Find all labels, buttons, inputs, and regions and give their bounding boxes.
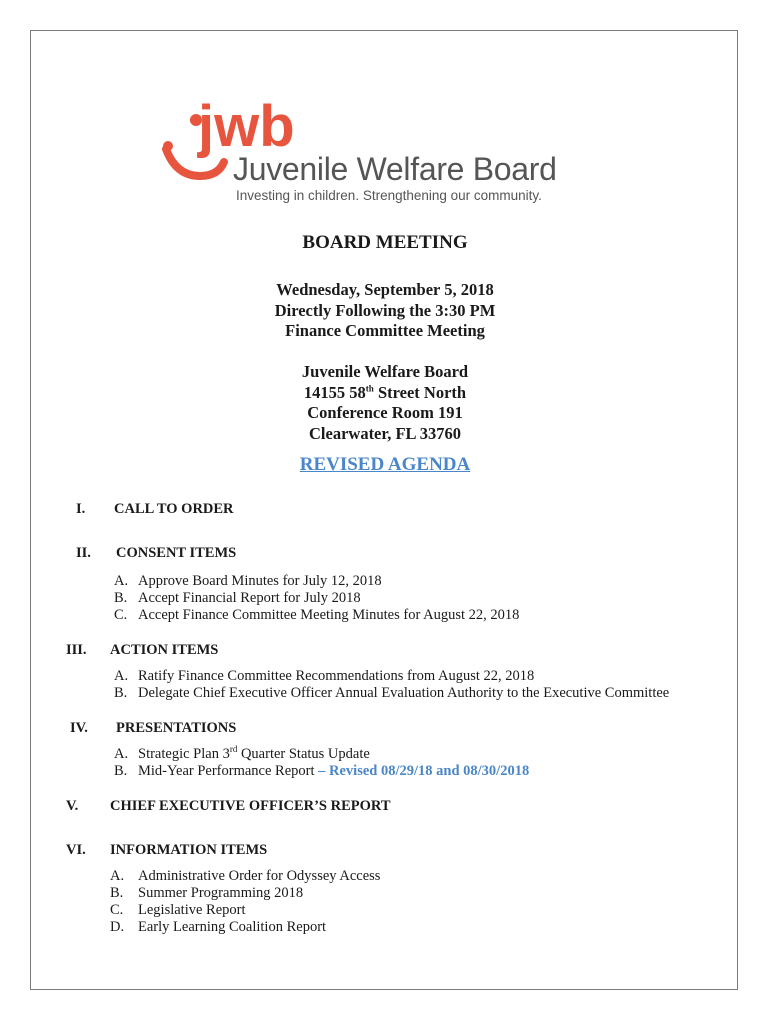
meeting-date: Wednesday, September 5, 2018	[276, 280, 494, 299]
section-number: I.	[76, 501, 86, 517]
meeting-timing-line1: Directly Following the 3:30 PM	[274, 300, 496, 320]
meeting-location	[0, 362, 770, 444]
section-number: VI.	[66, 842, 86, 858]
location-city: Clearwater, FL 33760	[309, 423, 461, 443]
jwb-logo	[160, 94, 580, 214]
section-number: IV.	[70, 720, 88, 736]
section-heading: CHIEF EXECUTIVE OFFICER’S REPORT	[110, 798, 391, 814]
section-heading: CALL TO ORDER	[114, 501, 234, 517]
logo-organization-name: Juvenile Welfare Board	[233, 151, 557, 187]
meeting-info	[0, 280, 770, 342]
revised-note: – Revised 08/29/18 and 08/30/2018	[318, 763, 530, 779]
location-room: Conference Room 191	[307, 403, 463, 422]
section-number: III.	[66, 642, 87, 658]
section-heading: ACTION ITEMS	[110, 642, 219, 658]
document-title: BOARD MEETING	[302, 232, 468, 253]
logo-tagline: Investing in children. Strengthening our community.	[236, 188, 542, 203]
meeting-timing-line2: Finance Committee Meeting	[285, 321, 485, 340]
agenda-title: REVISED AGENDA	[299, 454, 471, 475]
section-heading: PRESENTATIONS	[116, 720, 237, 736]
section-heading: INFORMATION ITEMS	[110, 842, 268, 858]
section-number: II.	[76, 545, 91, 561]
section-heading: CONSENT ITEMS	[116, 545, 237, 561]
location-street: 14155 58th Street North	[303, 382, 467, 402]
jwb-logo-text: jwb	[198, 94, 295, 159]
section-number: V.	[66, 798, 79, 814]
location-name: Juvenile Welfare Board	[301, 362, 469, 381]
